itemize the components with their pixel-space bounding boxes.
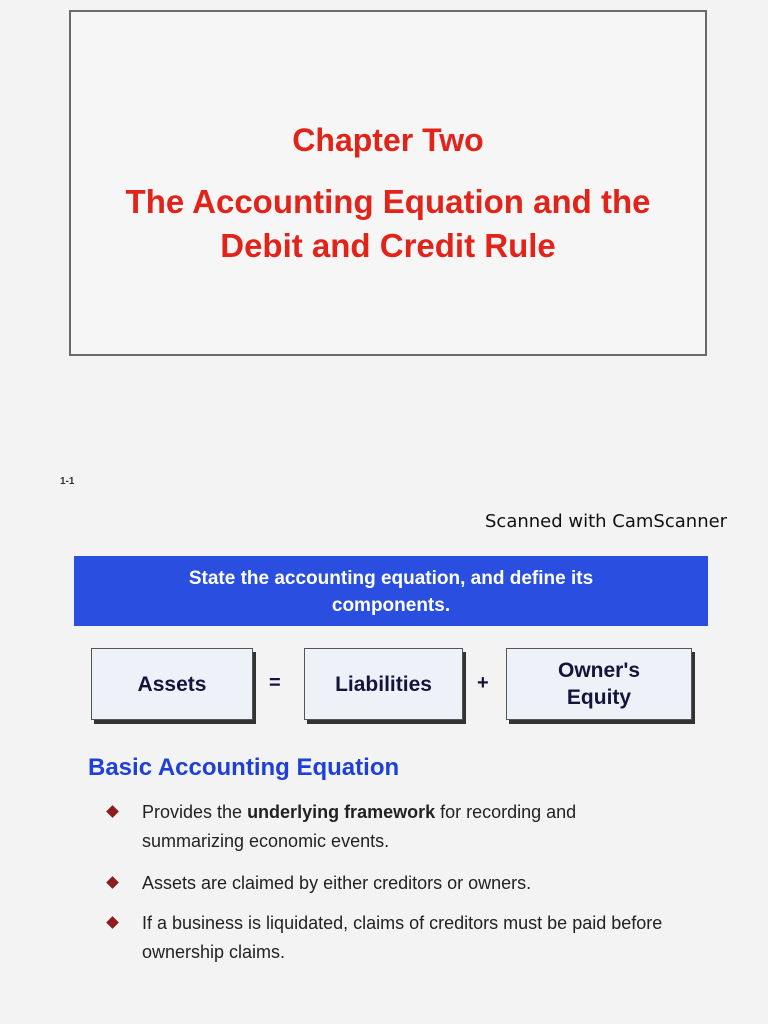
equals-sign: = — [269, 672, 281, 694]
chapter-title-line2: Debit and Credit Rule — [220, 227, 556, 264]
banner-line2: components. — [331, 595, 451, 616]
list-item — [108, 869, 678, 898]
chapter-heading: Chapter Two — [292, 122, 484, 158]
title-slide — [69, 10, 707, 356]
bullet-list — [108, 798, 678, 967]
slide-number: 1-1 — [60, 476, 75, 487]
bullet-emphasis: underlying framework — [247, 802, 436, 822]
section-title: Basic Accounting Equation — [88, 754, 400, 781]
diamond-bullet-icon — [106, 805, 119, 818]
diamond-bullet-icon — [106, 876, 119, 889]
chapter-title-line1: The Accounting Equation and the — [125, 183, 651, 220]
banner-line1: State the accounting equation, and define its — [188, 568, 594, 589]
bullet-text-post: for recording and summarizing economic events. — [142, 802, 577, 851]
objective-banner — [74, 556, 708, 626]
diamond-bullet-icon — [106, 916, 119, 929]
liabilities-box — [304, 648, 463, 720]
bullet-text-pre: Provides the — [142, 802, 248, 822]
equity-label-line1: Owner's — [557, 659, 641, 682]
equity-label-line2: Equity — [566, 686, 632, 709]
bullet-text: If a business is liquidated, claims of creditors must be paid before ownership claims. — [142, 913, 663, 962]
camscanner-watermark: Scanned with CamScanner — [485, 511, 728, 532]
assets-box — [91, 648, 253, 720]
chapter-title — [71, 180, 705, 268]
assets-label: Assets — [137, 672, 207, 696]
list-item — [108, 909, 678, 967]
liabilities-label: Liabilities — [335, 672, 432, 696]
owners-equity-box — [506, 648, 692, 720]
list-item — [108, 798, 678, 856]
plus-sign: + — [477, 672, 489, 694]
bullet-text: Assets are claimed by either creditors or owners. — [142, 873, 532, 893]
